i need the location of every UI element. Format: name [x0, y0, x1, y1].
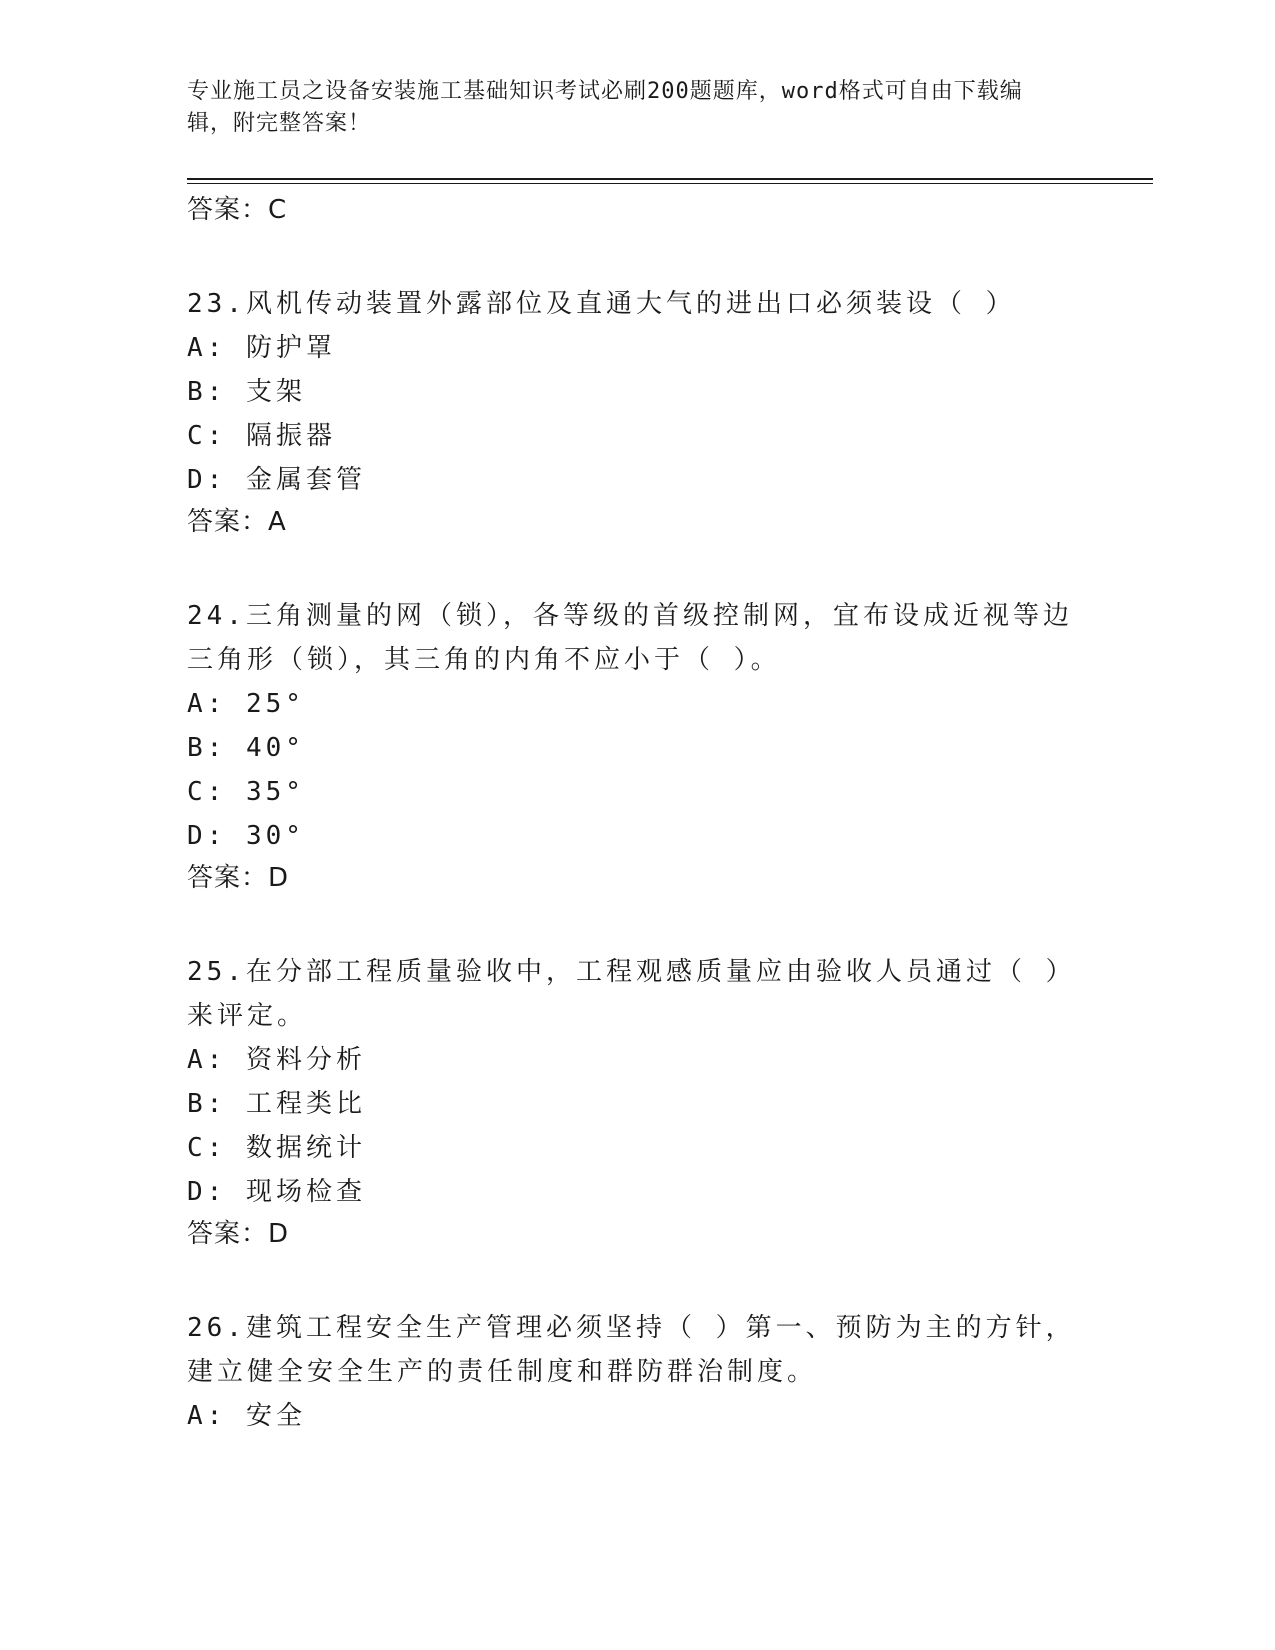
- option-a: A: 安全: [187, 1401, 306, 1431]
- spacer: [187, 230, 1087, 282]
- question-block: [187, 950, 1087, 1254]
- spacer: [187, 898, 1087, 950]
- question-block: [187, 282, 1087, 542]
- option-c: C: 35°: [187, 777, 305, 807]
- option-a: A: 25°: [187, 689, 305, 719]
- option-c: C: 隔振器: [187, 421, 336, 451]
- answer-line: 答案：D: [187, 1219, 290, 1249]
- question-stem: 26.建筑工程安全生产管理必须坚持（ ）第一、预防为主的方针，建立健全安全生产的责任制度和群防群治制度。: [187, 1313, 1076, 1387]
- option-d: D: 金属套管: [187, 465, 366, 495]
- answer-line: 答案：A: [187, 507, 287, 537]
- option-a: A: 防护罩: [187, 333, 336, 363]
- option-c: C: 数据统计: [187, 1133, 366, 1163]
- option-d: D: 30°: [187, 821, 305, 851]
- question-stem: 23.风机传动装置外露部位及直通大气的进出口必须装设（ ）: [187, 289, 1016, 319]
- spacer: [187, 1254, 1087, 1306]
- header-divider-thick: [187, 178, 1153, 180]
- question-stem: 24.三角测量的网（锁），各等级的首级控制网，宜布设成近视等边三角形（锁），其三角的内角不应小于（ ）。: [187, 601, 1073, 675]
- option-d: D: 现场检查: [187, 1177, 366, 1207]
- question-list: [187, 190, 1087, 1438]
- question-block: [187, 594, 1087, 898]
- question-block: [187, 1306, 1087, 1438]
- option-b: B: 工程类比: [187, 1089, 366, 1119]
- answer-line: 答案：D: [187, 863, 290, 893]
- spacer: [187, 542, 1087, 594]
- option-b: B: 40°: [187, 733, 305, 763]
- answer-line: 答案：C: [187, 195, 288, 225]
- question-stem: 25.在分部工程质量验收中，工程观感质量应由验收人员通过（ ）来评定。: [187, 957, 1076, 1031]
- header-divider-thin: [187, 183, 1153, 184]
- option-a: A: 资料分析: [187, 1045, 366, 1075]
- option-b: B: 支架: [187, 377, 306, 407]
- document-header: 专业施工员之设备安装施工基础知识考试必刷200题题库，word格式可自由下载编辑，附完整答案！: [187, 79, 1023, 136]
